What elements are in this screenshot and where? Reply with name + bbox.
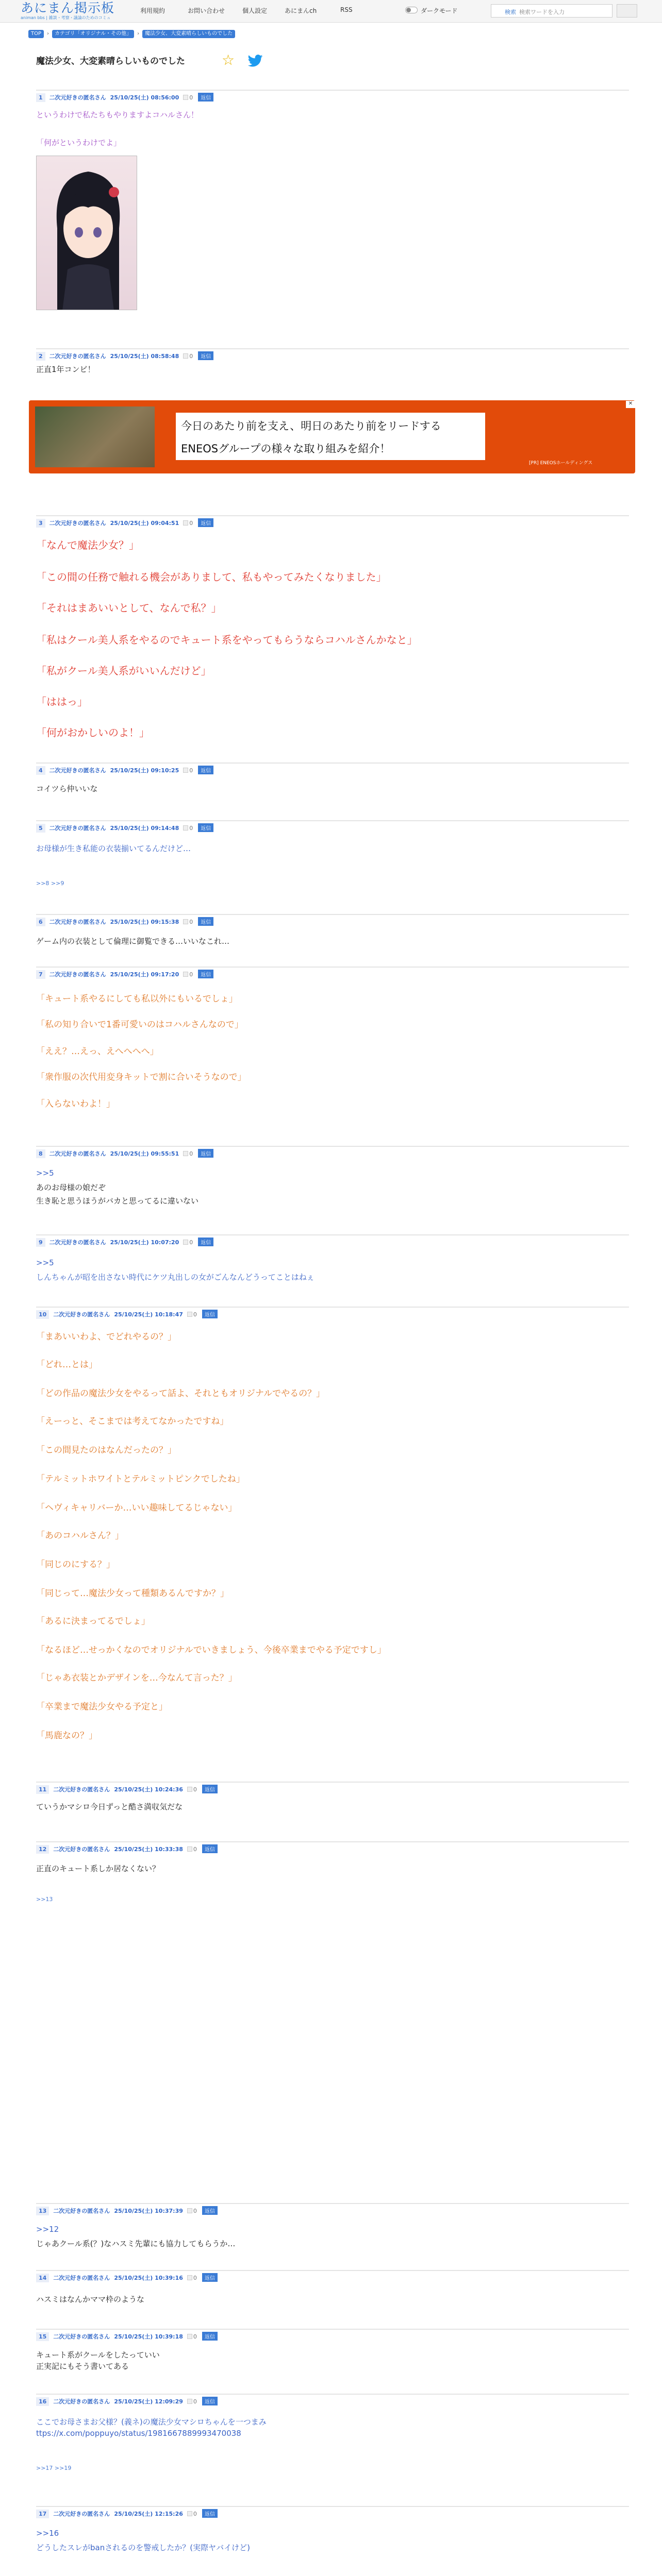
post-text: ていうかマシロ今日ずっと酷さ満収気だな [36, 1802, 183, 1811]
nav-animanch[interactable]: あにまんch [285, 7, 317, 14]
post-text: じゃあクール系(？)なハスミ先輩にも協力してもらうか… [36, 2239, 236, 2248]
post-text: 「私がクール美人系がいいんだけど」 [36, 665, 211, 677]
reply-button[interactable]: 返信 [198, 351, 213, 360]
post-date: 25/10/25(土) 08:58:48 [110, 353, 179, 360]
thumbs-up-icon[interactable] [183, 353, 188, 359]
thumbs-up-icon[interactable] [187, 1787, 192, 1792]
nav-terms[interactable]: 利用規約 [140, 7, 166, 14]
post-text: 「何がというわけでよ」 [36, 138, 122, 147]
poster-name: 二次元好きの匿名さん [49, 520, 106, 527]
post-text: 「えーっと、そこまでは考えてなかったですね」 [36, 1416, 229, 1427]
post-number[interactable]: 15 [36, 2332, 49, 2341]
reply-button[interactable]: 返信 [202, 2273, 218, 2282]
post-divider [36, 1782, 629, 1783]
post-date: 25/10/25(土) 09:10:25 [110, 767, 179, 774]
reply-button[interactable]: 返信 [202, 1310, 218, 1318]
post-text: ハスミはなんかママ枠のような [36, 2295, 145, 2304]
thumbs-up-icon[interactable] [187, 1846, 192, 1852]
post-date: 25/10/25(土) 09:17:20 [110, 971, 179, 978]
reply-button[interactable]: 返信 [198, 823, 213, 832]
post-date: 25/10/25(土) 08:56:00 [110, 94, 179, 101]
thumbs-up-icon[interactable] [183, 1240, 188, 1245]
poster-name: 二次元好きの匿名さん [53, 2208, 110, 2214]
post-header [36, 766, 629, 777]
post-date: 25/10/25(土) 12:09:29 [114, 2398, 183, 2405]
nav-contact[interactable]: お問い合わせ [188, 7, 225, 14]
post-text: 「じゃあ衣装とかデザインを…今なんて言った？」 [36, 1673, 237, 1683]
post-header [36, 1844, 629, 1856]
post-divider [36, 2329, 629, 2330]
thumbs-up-count: 0 [193, 2398, 197, 2405]
thumbs-up-count: 0 [189, 971, 193, 978]
thumbs-up-count: 0 [193, 1786, 197, 1793]
thumbs-up-count: 0 [193, 2275, 197, 2281]
thumbs-up-icon[interactable] [183, 95, 188, 100]
post-date: 25/10/25(土) 10:24:36 [114, 1786, 183, 1793]
thumbs-up-count: 0 [189, 825, 193, 832]
thumbs-up-icon[interactable] [183, 919, 188, 924]
post-text: 「同じのにする？」 [36, 1560, 115, 1570]
breadcrumb-thread[interactable]: 魔法少女、大変素晴らしいものでした [142, 30, 235, 38]
reply-button[interactable]: 返信 [198, 970, 213, 978]
thumbs-up-icon[interactable] [187, 2208, 192, 2213]
post-date: 25/10/25(土) 12:15:26 [114, 2511, 183, 2517]
post-text: 「馬鹿なの？」 [36, 1731, 97, 1741]
thumbs-up-count: 0 [189, 1150, 193, 1157]
poster-name: 二次元好きの匿名さん [49, 767, 106, 774]
breadcrumb-category[interactable]: カテゴリ「オリジナル・その他」 [52, 30, 134, 38]
post-date: 25/10/25(土) 10:37:39 [114, 2208, 183, 2214]
post-text: 「衆作服の次代用変身キットで割に合いそうなので」 [36, 1072, 246, 1082]
post-header [36, 1149, 629, 1160]
thumbs-up-count: 0 [189, 353, 193, 360]
post-text: キュート系がクールをしたっていい [36, 2350, 160, 2360]
post-header [36, 2509, 629, 2520]
post-divider [36, 2394, 629, 2395]
post-header [36, 1238, 629, 1249]
poster-name: 二次元好きの匿名さん [49, 1239, 106, 1246]
post-divider [36, 1307, 629, 1308]
post-link[interactable]: >>12 [36, 2225, 59, 2234]
post-divider [36, 967, 629, 968]
post-link[interactable]: >>5 [36, 1258, 54, 1267]
post-text: 「この間見たのはなんだったの？」 [36, 1445, 176, 1455]
post-text: 「ええ？…えっ、えへへへへ」 [36, 1046, 159, 1057]
post-text: 「入らないわよ！」 [36, 1099, 115, 1109]
thumbs-up-icon[interactable] [187, 2275, 192, 2280]
breadcrumb-separator: › [47, 31, 49, 37]
post-header [36, 2206, 629, 2217]
thumbs-up-icon[interactable] [183, 825, 188, 831]
thumbs-up-icon[interactable] [183, 768, 188, 773]
thumbs-up-count: 0 [189, 94, 193, 101]
thumbs-up-icon[interactable] [183, 972, 188, 977]
post-text: 「あのコハルさん？」 [36, 1531, 124, 1541]
poster-name: 二次元好きの匿名さん [49, 353, 106, 360]
poster-name: 二次元好きの匿名さん [53, 2511, 110, 2517]
ad-source: [PR] ENEOSホールディングス [529, 461, 593, 466]
post-text: 「ははっ」 [36, 696, 88, 708]
nav-settings[interactable]: 個人設定 [242, 7, 268, 14]
post-divider [36, 1841, 629, 1842]
post-header [36, 1310, 629, 1321]
breadcrumb-top[interactable]: TOP [28, 30, 44, 38]
post-text: 「まあいいわよ、でどれやるの？」 [36, 1332, 176, 1342]
thumbs-up-count: 0 [189, 1239, 193, 1246]
post-number[interactable]: 9 [36, 1238, 45, 1247]
post-text: 「私の知り合いで1番可愛いのはコハルさんなので」 [36, 1020, 243, 1030]
post-date: 25/10/25(土) 09:55:51 [110, 1150, 179, 1157]
ad-image [35, 406, 155, 467]
site-logo-subtitle: animan bbs | 雑談・考察・議論のためのコミュ [21, 15, 111, 20]
post-text: 「卒業まで魔法少女やる予定と」 [36, 1702, 168, 1712]
post-header [36, 970, 629, 981]
post-header [36, 2397, 629, 2408]
post-link[interactable]: ttps://x.com/poppuyo/status/1981667889993470038 [36, 2429, 241, 2438]
dark-mode-label: ダークモード [421, 7, 458, 14]
thumbs-up-count: 0 [193, 1311, 197, 1318]
poster-name: 二次元好きの匿名さん [49, 825, 106, 832]
post-number[interactable]: 2 [36, 352, 45, 361]
post-text: お母様が生き私能の衣装揃いてるんだけど… [36, 844, 191, 853]
post-header [36, 2273, 629, 2284]
thumbs-up-icon[interactable] [187, 1312, 192, 1317]
ad-headline: 今日のあたり前を支え、明日のあたり前をリードする [181, 420, 441, 432]
poster-name: 二次元好きの匿名さん [53, 1311, 110, 1318]
post-number[interactable]: 1 [36, 93, 45, 102]
reply-button[interactable]: 返信 [202, 2332, 218, 2341]
post-header [36, 917, 629, 928]
thumbs-up-count: 0 [189, 520, 193, 527]
post-text: 「どれ…とは」 [36, 1360, 97, 1370]
ad-banner[interactable] [29, 400, 635, 473]
post-number[interactable]: 5 [36, 824, 45, 833]
thumbs-up-icon[interactable] [183, 520, 188, 526]
post-text: というわけで私たちもやりますよコハルさん！ [36, 110, 199, 120]
dark-mode-toggle[interactable] [405, 7, 418, 13]
ad-subline: ENEOSグループの様々な取り組みを紹介！ [181, 443, 391, 455]
post-text: 「あるに決まってるでしょ」 [36, 1616, 150, 1626]
post-divider [36, 90, 629, 91]
reply-button[interactable]: 返信 [202, 1785, 218, 1793]
thumbs-up-count: 0 [193, 2208, 197, 2214]
post-text: 正実記にもそう書いてある [36, 2362, 129, 2371]
post-date: 25/10/25(土) 09:15:38 [110, 919, 179, 925]
post-text: あのお母様の娘だぞ [36, 1183, 106, 1192]
post-header [36, 823, 629, 835]
post-link[interactable]: >>16 [36, 2529, 59, 2538]
post-number[interactable]: 17 [36, 2510, 49, 2518]
ad-text-box [176, 413, 485, 460]
post-divider [36, 515, 629, 516]
post-date: 25/10/25(土) 10:18:47 [114, 1311, 183, 1318]
post-text: 「テルミットホワイトとテルミットピンクでしたね」 [36, 1474, 245, 1484]
post-header [36, 2332, 629, 2343]
thumbs-up-count: 0 [189, 919, 193, 925]
post-date: 25/10/25(土) 09:04:51 [110, 520, 179, 527]
poster-name: 二次元好きの匿名さん [53, 1846, 110, 1853]
poster-name: 二次元好きの匿名さん [49, 94, 106, 101]
post-divider [36, 348, 629, 349]
post-header [36, 351, 629, 363]
post-divider [36, 2506, 629, 2507]
thumbs-up-icon[interactable] [183, 1151, 188, 1156]
poster-name: 二次元好きの匿名さん [53, 2333, 110, 2340]
post-text: 「同じって…魔法少女って種類あるんですか？」 [36, 1588, 229, 1599]
reply-button[interactable]: 返信 [198, 93, 213, 101]
reply-button[interactable]: 返信 [198, 766, 213, 774]
thumbs-up-count: 0 [193, 2511, 197, 2517]
post-number[interactable]: 12 [36, 1845, 49, 1854]
post-text: 「この間の任務で触れる機会がありまして、私もやってみたくなりました」 [36, 571, 387, 583]
reply-links[interactable]: >>17 >>19 [36, 2465, 72, 2471]
post-text: 正直のキュート系しか居なくない？ [36, 1864, 160, 1873]
post-header [36, 1785, 629, 1796]
poster-name: 二次元好きの匿名さん [49, 919, 106, 925]
favorite-star-icon[interactable]: ☆ [222, 52, 235, 69]
post-text: ゲーム内の衣装として倫理に御覧できる…いいなこれ… [36, 937, 230, 946]
post-date: 25/10/25(土) 10:39:16 [114, 2275, 183, 2281]
post-1-character-image[interactable] [36, 156, 137, 310]
site-header [0, 0, 662, 23]
post-text: 生き恥と思うほうがバカと思ってるに違いない [36, 1196, 199, 1206]
post-text: 「それはまあいいとして、なんで私？」 [36, 602, 222, 614]
post-number[interactable]: 13 [36, 2207, 49, 2215]
post-divider [36, 2203, 629, 2204]
post-text: 「何がおかしいのよ！」 [36, 726, 150, 739]
thumbs-up-icon[interactable] [187, 2399, 192, 2404]
post-number[interactable]: 14 [36, 2274, 49, 2282]
post-date: 25/10/25(土) 10:39:18 [114, 2333, 183, 2340]
post-number[interactable]: 4 [36, 766, 45, 775]
post-number[interactable]: 3 [36, 519, 45, 528]
post-divider [36, 2270, 629, 2271]
post-number[interactable]: 8 [36, 1149, 45, 1158]
breadcrumb-separator: › [137, 31, 140, 37]
post-divider [36, 914, 629, 915]
search-label: 検索 [505, 9, 516, 15]
post-date: 25/10/25(土) 10:33:38 [114, 1846, 183, 1853]
search-input[interactable] [491, 4, 613, 18]
thumbs-up-icon[interactable] [187, 2334, 192, 2339]
poster-name: 二次元好きの匿名さん [53, 1786, 110, 1793]
twitter-share-icon[interactable] [247, 55, 263, 67]
post-number[interactable]: 10 [36, 1310, 49, 1319]
post-divider [36, 820, 629, 821]
post-header [36, 93, 629, 104]
post-divider [36, 1146, 629, 1147]
reply-links[interactable]: >>13 [36, 1896, 53, 1903]
post-link[interactable]: >>5 [36, 1168, 54, 1178]
post-divider [36, 762, 629, 764]
reply-button[interactable]: 返信 [198, 917, 213, 926]
reply-links[interactable]: >>8 >>9 [36, 880, 64, 887]
post-text: コイツら仲いいな [36, 784, 98, 793]
reply-button[interactable]: 返信 [198, 518, 213, 527]
ad-close-icon[interactable]: ✕ [626, 401, 635, 408]
post-text: 正直1年コンビ！ [36, 365, 95, 374]
post-number[interactable]: 11 [36, 1785, 49, 1794]
thumbs-up-count: 0 [189, 767, 193, 774]
post-date: 25/10/25(土) 10:07:20 [110, 1239, 179, 1246]
site-logo[interactable] [21, 1, 129, 22]
post-text: どうしたスレがbanされるのを警戒したか？(実際ヤバイけど) [36, 2543, 250, 2552]
poster-name: 二次元好きの匿名さん [53, 2398, 110, 2405]
reply-button[interactable]: 返信 [198, 1149, 213, 1158]
post-text: しんちゃんが昭を出さない時代にケツ丸出しの女がごんなんどうってことはねぇ [36, 1273, 315, 1282]
post-header [36, 518, 629, 530]
reply-button[interactable]: 返信 [202, 2206, 218, 2215]
site-logo-text: あにまん掲示板 [21, 1, 115, 15]
breadcrumb [28, 30, 238, 38]
thumbs-up-icon[interactable] [187, 2511, 192, 2516]
thumbs-up-count: 0 [193, 1846, 197, 1853]
post-date: 25/10/25(土) 09:14:48 [110, 825, 179, 832]
reply-button[interactable]: 返信 [202, 2397, 218, 2405]
post-text: 「どの作品の魔法少女をやるって話よ、それともオリジナルでやるの？」 [36, 1388, 325, 1399]
search-button[interactable] [617, 4, 637, 18]
post-text: 「キュート系やるにしても私以外にもいるでしょ」 [36, 994, 238, 1004]
post-number[interactable]: 6 [36, 918, 45, 926]
post-text: 「ヘヴィキャリバーか…いい趣味してるじゃない」 [36, 1503, 237, 1513]
post-text: ここでお母さまお父様？(義ネ)の魔法少女マシロちゃんを一つまみ [36, 2417, 267, 2427]
post-text: 「私はクール美人系をやるのでキュート系をやってもらうならコハルさんかなと」 [36, 634, 418, 646]
poster-name: 二次元好きの匿名さん [49, 971, 106, 978]
post-number[interactable]: 16 [36, 2397, 49, 2406]
thumbs-up-count: 0 [193, 2333, 197, 2340]
nav-rss[interactable]: RSS [340, 6, 353, 13]
reply-button[interactable]: 返信 [202, 2509, 218, 2518]
reply-button[interactable]: 返信 [202, 1844, 218, 1853]
reply-button[interactable]: 返信 [198, 1238, 213, 1246]
search-placeholder: 検索ワードを入力 [519, 9, 565, 15]
thread-title: 魔法少女、大変素晴らしいものでした [36, 56, 185, 66]
post-number[interactable]: 7 [36, 970, 45, 979]
post-divider [36, 1234, 629, 1235]
post-text: 「なるほど…せっかくなのでオリジナルでいきましょう、今後卒業までやる予定ですし」 [36, 1645, 386, 1655]
post-text: 「なんで魔法少女？」 [36, 539, 139, 551]
poster-name: 二次元好きの匿名さん [53, 2275, 110, 2281]
poster-name: 二次元好きの匿名さん [49, 1150, 106, 1157]
